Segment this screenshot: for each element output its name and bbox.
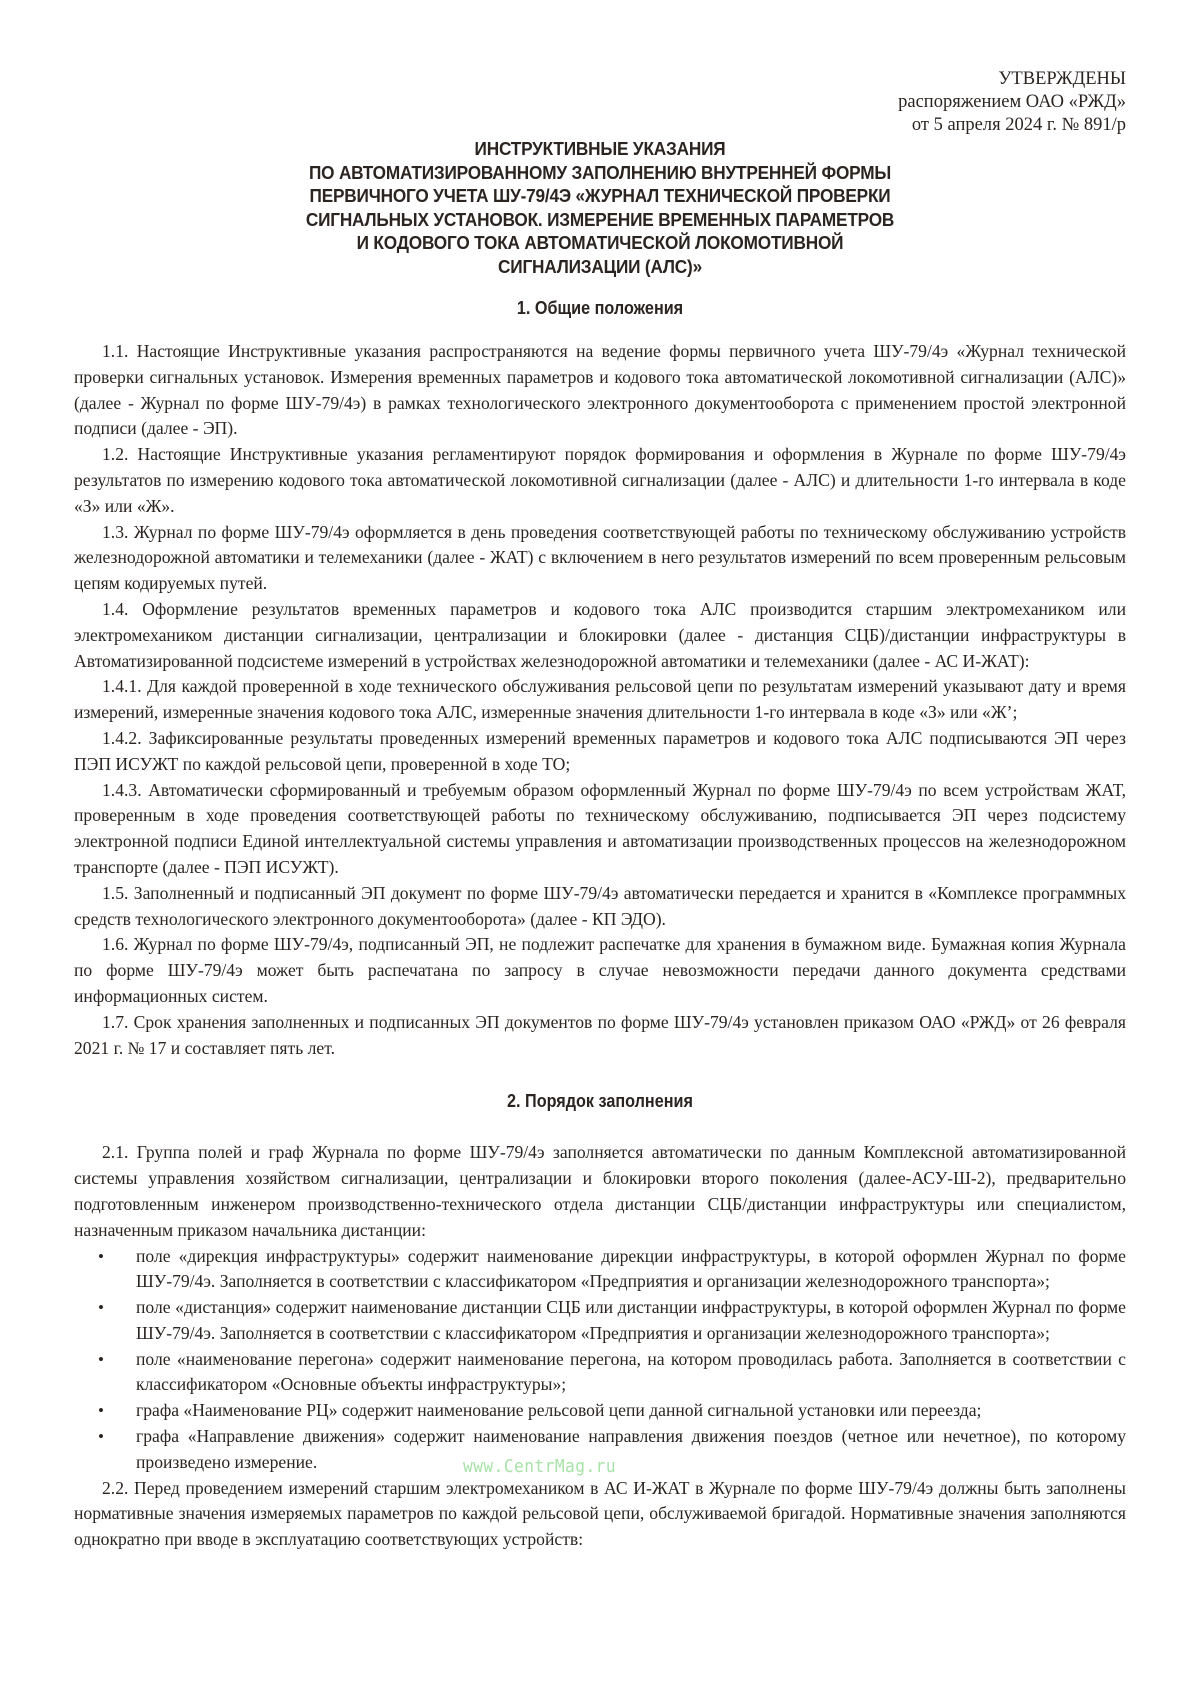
paragraph-2-1: 2.1. Группа полей и граф Журнала по форме ШУ-79/4э заполняется автоматически по данным Комплексной автоматизированной системы управления хозяйством сигнализации, централизации и блокировки второго поколения (далее-АСУ-Ш-2), предварительно подготовленным инженером производственно-технического отдела дистанции СЦБ/дистанции инфраструктуры или специалистом, назначенным приказом начальника дистанции: (74, 1142, 1126, 1240)
paragraph-1-6: 1.6. Журнал по форме ШУ-79/4э, подписанный ЭП, не подлежит распечатке для хранения в бумажном виде. Бумажная копия Журнала по форме ШУ-79/4э может быть распечатана по запросу в случае невозможности передачи данного документа средствами информационных систем. (74, 934, 1126, 1006)
list-item-text: графа «Направление движения» содержит наименование направления движения поездов (четное или нечетное), по которому произведено измерение. (136, 1426, 1126, 1472)
paragraph-1-4-2: 1.4.2. Зафиксированные результаты проведенных измерений временных параметров и кодового тока АЛС подписываются ЭП через ПЭП ИСУЖТ по каждой рельсовой цепи, проверенной в ходе ТО; (74, 727, 1126, 774)
section-2-heading: 2. Порядок заполнения (507, 1091, 693, 1112)
list-item-text: графа «Наименование РЦ» содержит наименование рельсовой цепи данной сигнальной установки или переезда; (136, 1400, 982, 1421)
title-line: ИНСТРУКТИВНЫЕ УКАЗАНИЯ (474, 138, 726, 159)
paragraph-1-4-3: 1.4.3. Автоматически сформированный и требуемым образом оформленный Журнал по форме ШУ-79/4э по всем устройствам ЖАТ, проверенным в ходе проведения соответствующей работы по техническому обслуживанию, подписывается ЭП через подсистему электронной подписи Единой интеллектуальной системы управления и автоматизации производственных процессов на железнодорожном транспорте (далее - ПЭП ИСУЖТ). (74, 779, 1126, 877)
approval-block (74, 68, 1126, 137)
approval-date-number: от 5 апреля 2024 г. № 891/р (911, 115, 1126, 135)
document-page (74, 68, 1126, 1553)
paragraph-2-2: 2.2. Перед проведением измерений старшим электромехаником в АС И-ЖАТ в Журнале по форме ШУ-79/4э должны быть заполнены нормативные значения измеряемых параметров по каждой рельсовой цепи, обслуживаемой бригадой. Нормативные значения заполняются однократно при вводе в эксплуатацию соответствующих устройств: (74, 1477, 1126, 1550)
list-item (74, 1398, 1126, 1424)
list-item (74, 1295, 1126, 1347)
bullet-icon: • (98, 1427, 104, 1447)
paragraph-1-3: 1.3. Журнал по форме ШУ-79/4э оформляется в день проведения соответствующей работы по техническому обслуживанию устройств железнодорожной автоматики и телемеханики (далее - ЖАТ) с включением в него результатов измерений по всем проверенным рельсовым цепям кодируемых путей. (74, 521, 1126, 594)
bullet-icon: • (98, 1349, 104, 1369)
paragraph-1-4: 1.4. Оформление результатов временных параметров и кодового тока АЛС производится старшим электромехаником или электромехаником дистанции сигнализации, централизации и блокировки (далее - дистанция СЦБ)/дистанции инфраструктуры в Автоматизированной подсистеме измерений в устройствах железнодорожной автоматики и телемеханики (далее - АС И-ЖАТ): (74, 598, 1126, 671)
list-item-text: поле «наименование перегона» содержит наименование перегона, на котором проводилась работа. Заполняется в соответствии с классификатором «Основные объекты инфраструктуры»; (136, 1348, 1126, 1395)
section-2-body (74, 1140, 1126, 1553)
document-title (111, 137, 1089, 278)
field-description-list (74, 1244, 1126, 1476)
section-1-body (74, 339, 1126, 1061)
paragraph-1-2: 1.2. Настоящие Инструктивные указания регламентируют порядок формирования и оформления в Журнале по форме ШУ-79/4э результатов по измерению кодового тока автоматической локомотивной сигнализации (далее - АЛС) и длительности 1-го интервала в коде «З» или «Ж». (74, 444, 1126, 516)
paragraph-1-5: 1.5. Заполненный и подписанный ЭП документ по форме ШУ-79/4э автоматически передается и хранится в «Комплексе программных средств технологического электронного документооборота» (далее - КП ЭДО). (74, 882, 1126, 929)
bullet-icon: • (98, 1246, 104, 1266)
title-line: ПЕРВИЧНОГО УЧЕТА ШУ-79/4Э «ЖУРНАЛ ТЕХНИЧЕСКОЙ ПРОВЕРКИ (309, 185, 891, 206)
list-item (74, 1244, 1126, 1296)
bullet-icon: • (98, 1401, 104, 1421)
paragraph-1-4-1: 1.4.1. Для каждой проверенной в ходе технического обслуживания рельсовой цепи по результатам измерений указывают дату и время измерений, измеренные значения кодового тока АЛС, измеренные значения длительности 1-го интервала в коде «З» или «Ж’; (74, 676, 1126, 723)
list-item (74, 1347, 1126, 1399)
title-line: И КОДОВОГО ТОКА АВТОМАТИЧЕСКОЙ ЛОКОМОТИВНОЙ (356, 232, 844, 253)
paragraph-1-1: 1.1. Настоящие Инструктивные указания распространяются на ведение формы первичного учета ШУ-79/4э «Журнал технической проверки сигнальных установок. Измерения временных параметров и кодового тока автоматической локомотивной сигнализации (АЛС)» (далее - Журнал по форме ШУ-79/4э) в рамках технологического электронного документооборота с применением простой электронной подписи (далее - ЭП). (74, 341, 1126, 439)
paragraph-1-7: 1.7. Срок хранения заполненных и подписанных ЭП документов по форме ШУ-79/4э установлен приказом ОАО «РЖД» от 26 февраля 2021 г. № 17 и составляет пять лет. (74, 1011, 1126, 1058)
title-line: СИГНАЛЬНЫХ УСТАНОВОК. ИЗМЕРЕНИЕ ВРЕМЕННЫХ ПАРАМЕТРОВ (305, 208, 895, 230)
section-1-heading: 1. Общие положения (516, 298, 684, 318)
list-item-text: поле «дирекция инфраструктуры» содержит наименование дирекции инфраструктуры, в которой оформлен Журнал по форме ШУ-79/4э. Заполняется в соответствии с классификатором «Предприятия и организации железнодорожного транспорта»; (136, 1245, 1126, 1292)
title-line: СИГНАЛИЗАЦИИ (АЛС)» (498, 255, 702, 277)
bullet-icon: • (98, 1298, 104, 1318)
approval-authority: распоряжением ОАО «РЖД» (898, 92, 1126, 112)
list-item (74, 1424, 1126, 1476)
list-item-text: поле «дистанция» содержит наименование дистанции СЦБ или дистанции инфраструктуры, в которой оформлен Журнал по форме ШУ-79/4э. Заполняется в соответствии с классификатором «Предприятия и организации железнодорожного транспорта»; (136, 1297, 1126, 1343)
approval-status: УТВЕРЖДЕНЫ (998, 69, 1126, 89)
title-line: ПО АВТОМАТИЗИРОВАННОМУ ЗАПОЛНЕНИЮ ВНУТРЕННЕЙ ФОРМЫ (308, 161, 892, 183)
watermark: www.CentrMag.ru (463, 1456, 617, 1477)
